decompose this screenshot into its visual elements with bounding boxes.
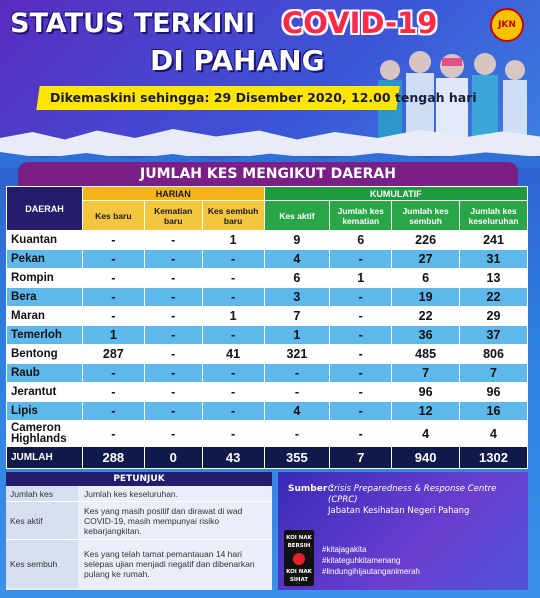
hashtags <box>322 544 420 577</box>
cell-kes-sembuh-baru: 41 <box>202 345 264 364</box>
header-jumlah-kes-sembuh: Jumlah kes sembuh <box>392 201 460 231</box>
total-kes-baru: 288 <box>82 447 144 469</box>
cell-kematian-baru: - <box>144 326 202 345</box>
table-row <box>7 383 528 402</box>
table-row <box>7 231 528 250</box>
source-text <box>328 484 524 517</box>
legend-item <box>6 540 272 588</box>
cell-sembuh: 485 <box>392 345 460 364</box>
district-name: Jerantut <box>7 383 83 402</box>
cell-keseluruhan: 29 <box>460 307 528 326</box>
cell-kes-sembuh-baru: - <box>202 364 264 383</box>
total-kematian-baru: 0 <box>144 447 202 469</box>
cell-kematian-baru: - <box>144 307 202 326</box>
header-jumlah-kes-keseluruhan: Jumlah kes keseluruhan <box>460 201 528 231</box>
cell-kes-baru: 1 <box>82 326 144 345</box>
cell-keseluruhan: 37 <box>460 326 528 345</box>
cell-kematian-baru: - <box>144 269 202 288</box>
cell-kematian: 1 <box>330 269 392 288</box>
total-keseluruhan: 1302 <box>460 447 528 469</box>
cell-kes-aktif: 321 <box>264 345 330 364</box>
cell-kes-baru: - <box>82 364 144 383</box>
district-name: Maran <box>7 307 83 326</box>
source-line1: Crisis Preparedness & Response Centre (CPRC) <box>328 484 497 505</box>
header-kes-baru: Kes baru <box>82 201 144 231</box>
table-row <box>7 288 528 307</box>
cell-kematian-baru: - <box>144 383 202 402</box>
cell-kes-sembuh-baru: - <box>202 326 264 345</box>
hashtag: #kitateguhkitamenang <box>322 556 401 565</box>
cell-sembuh: 19 <box>392 288 460 307</box>
cell-sembuh: 226 <box>392 231 460 250</box>
header-kumulatif: KUMULATIF <box>264 187 527 201</box>
cell-kes-sembuh-baru: - <box>202 250 264 269</box>
title-status-terkini: STATUS TERKINI <box>10 8 256 39</box>
koi-nak-badge-icon: KOI NAK BERSIH KOI NAK SIHAT <box>284 530 314 586</box>
title-covid: COVID-19 <box>282 6 438 40</box>
legend-desc: Kes yang telah tamat pemantauan 14 hari selepas ujian menjadi negatif dan dibenarkan pulang ke rumah. <box>84 549 255 579</box>
cell-keseluruhan: 16 <box>460 402 528 421</box>
header-jumlah-kes-kematian: Jumlah kes kematian <box>330 201 392 231</box>
legend-desc: Jumlah kes keseluruhan. <box>84 488 179 499</box>
cell-kes-baru: - <box>82 402 144 421</box>
cell-kematian-baru: - <box>144 250 202 269</box>
cell-keseluruhan: 22 <box>460 288 528 307</box>
cell-kematian: - <box>330 402 392 421</box>
cell-kes-aktif: 4 <box>264 402 330 421</box>
legend-item <box>6 502 272 540</box>
total-kes-aktif: 355 <box>264 447 330 469</box>
cell-kes-sembuh-baru: - <box>202 288 264 307</box>
cell-keseluruhan: 241 <box>460 231 528 250</box>
cell-kes-aktif: 4 <box>264 250 330 269</box>
district-name: Temerloh <box>7 326 83 345</box>
header-kematian-baru: Kematian baru <box>144 201 202 231</box>
jkn-logo-icon: JKN <box>490 8 524 42</box>
table-row <box>7 421 528 447</box>
header-kes-aktif: Kes aktif <box>264 201 330 231</box>
cell-kes-baru: - <box>82 231 144 250</box>
district-name: Lipis <box>7 402 83 421</box>
cell-kematian: - <box>330 421 392 447</box>
cell-kematian: - <box>330 364 392 383</box>
total-kes-sembuh-baru: 43 <box>202 447 264 469</box>
cell-sembuh: 96 <box>392 383 460 402</box>
cell-kematian: 6 <box>330 231 392 250</box>
district-name: Cameron Highlands <box>7 421 83 447</box>
total-kematian: 7 <box>330 447 392 469</box>
cell-kes-sembuh-baru: - <box>202 383 264 402</box>
cell-kematian-baru: - <box>144 288 202 307</box>
cell-keseluruhan: 7 <box>460 364 528 383</box>
cell-kes-aktif: - <box>264 364 330 383</box>
cell-kematian-baru: - <box>144 231 202 250</box>
hashtag: #lindungihijautanganimerah <box>322 567 420 576</box>
district-name: Kuantan <box>7 231 83 250</box>
cell-sembuh: 7 <box>392 364 460 383</box>
cell-sembuh: 4 <box>392 421 460 447</box>
petunjuk-panel <box>6 472 272 590</box>
table-title: JUMLAH KES MENGIKUT DAERAH <box>18 162 518 186</box>
cell-kes-aktif: 1 <box>264 326 330 345</box>
table-row <box>7 364 528 383</box>
cell-kematian-baru: - <box>144 402 202 421</box>
petunjuk-title: PETUNJUK <box>6 472 272 486</box>
cell-kes-aktif: - <box>264 421 330 447</box>
cell-kes-baru: - <box>82 383 144 402</box>
cell-sembuh: 27 <box>392 250 460 269</box>
cell-keseluruhan: 4 <box>460 421 528 447</box>
cell-kes-baru: - <box>82 269 144 288</box>
cell-kes-baru: - <box>82 288 144 307</box>
cell-kematian: - <box>330 345 392 364</box>
cell-kes-aktif: 3 <box>264 288 330 307</box>
update-text: Dikemaskini sehingga: 29 Disember 2020, 12.00 tengah hari <box>50 90 477 105</box>
cell-sembuh: 36 <box>392 326 460 345</box>
cell-kes-baru: - <box>82 307 144 326</box>
legend-key: Kes aktif <box>6 502 78 539</box>
cell-sembuh: 6 <box>392 269 460 288</box>
header-daerah: DAERAH <box>7 187 83 231</box>
cell-kes-sembuh-baru: 1 <box>202 307 264 326</box>
district-name: Pekan <box>7 250 83 269</box>
cell-kes-sembuh-baru: - <box>202 269 264 288</box>
table-row <box>7 250 528 269</box>
cell-kes-sembuh-baru: - <box>202 402 264 421</box>
cell-kematian: - <box>330 288 392 307</box>
cell-kematian-baru: - <box>144 421 202 447</box>
table-row <box>7 402 528 421</box>
cell-kematian: - <box>330 383 392 402</box>
cell-kes-aktif: 6 <box>264 269 330 288</box>
cell-kematian-baru: - <box>144 345 202 364</box>
table-row <box>7 307 528 326</box>
legend-item <box>6 486 272 502</box>
cell-kematian-baru: - <box>144 364 202 383</box>
legend-key: Kes sembuh <box>6 540 78 588</box>
cell-kematian: - <box>330 250 392 269</box>
source-label: Sumber : <box>288 484 334 494</box>
cell-kes-aktif: 7 <box>264 307 330 326</box>
cell-kes-aktif: 9 <box>264 231 330 250</box>
header-kes-sembuh-baru: Kes sembuh baru <box>202 201 264 231</box>
table-row <box>7 326 528 345</box>
cell-keseluruhan: 13 <box>460 269 528 288</box>
legend-key: Jumlah kes <box>6 486 78 501</box>
cell-kes-baru: - <box>82 250 144 269</box>
source-line2: Jabatan Kesihatan Negeri Pahang <box>328 506 470 516</box>
cell-kes-sembuh-baru: 1 <box>202 231 264 250</box>
district-name: Raub <box>7 364 83 383</box>
district-name: Bera <box>7 288 83 307</box>
cell-kes-aktif: - <box>264 383 330 402</box>
district-cases-table <box>6 186 528 469</box>
cell-kes-baru: - <box>82 421 144 447</box>
total-row <box>7 447 528 469</box>
district-name: Rompin <box>7 269 83 288</box>
cell-keseluruhan: 96 <box>460 383 528 402</box>
cell-kematian: - <box>330 326 392 345</box>
cell-kematian: - <box>330 307 392 326</box>
header-harian: HARIAN <box>82 187 264 201</box>
cell-kes-baru: 287 <box>82 345 144 364</box>
total-sembuh: 940 <box>392 447 460 469</box>
cell-sembuh: 22 <box>392 307 460 326</box>
legend-desc: Kes yang masih positif dan dirawat di wad COVID-19, masih mempunyai risiko kebarjangkitan. <box>84 505 243 536</box>
cell-kes-sembuh-baru: - <box>202 421 264 447</box>
hashtag: #kitajagakita <box>322 545 367 554</box>
table-row <box>7 345 528 364</box>
total-label: JUMLAH <box>7 447 83 469</box>
source-panel <box>278 472 528 590</box>
cell-sembuh: 12 <box>392 402 460 421</box>
cell-keseluruhan: 806 <box>460 345 528 364</box>
cell-keseluruhan: 31 <box>460 250 528 269</box>
table-row <box>7 269 528 288</box>
title-di-pahang: DI PAHANG <box>150 44 325 77</box>
district-name: Bentong <box>7 345 83 364</box>
